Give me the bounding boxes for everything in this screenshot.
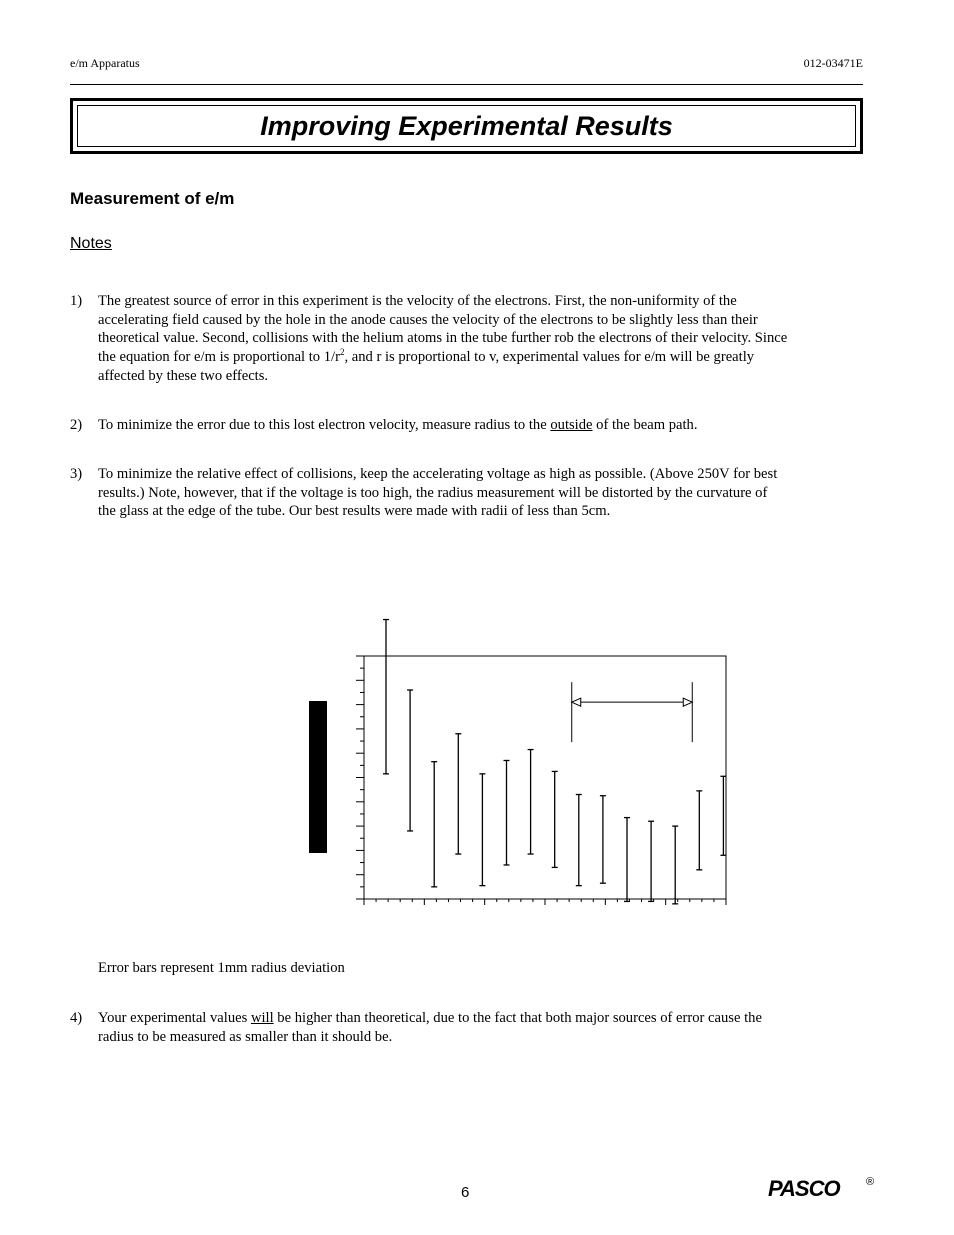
underlined-word: will (250, 1010, 274, 1026)
section-title: Measurement of e/m (70, 189, 235, 208)
page-number: 6 (461, 1184, 470, 1201)
item-text-b: of the beam path. (592, 417, 698, 433)
item-text-a: To minimize the error due to this lost electron velocity, measure radius to the (98, 417, 551, 433)
pasco-logo: PASCO (768, 1176, 840, 1201)
superscript: 2 (339, 347, 345, 358)
item-number: 3) (70, 466, 83, 482)
item-text-b: , and r is proportional to v, experimental values for e/m will be greatly affected by these two effects. (98, 349, 755, 384)
notes-label: Notes (70, 235, 112, 252)
item-text-a: Your experimental values (98, 1010, 251, 1026)
item-number: 4) (70, 1010, 83, 1026)
title-inner-frame (77, 105, 856, 147)
item-text (98, 1009, 788, 1046)
item-number: 1) (70, 293, 83, 309)
y-axis-label-block (309, 701, 327, 853)
range-arrow-head-right (683, 698, 692, 706)
error-bar-chart (300, 615, 740, 915)
item-number: 2) (70, 417, 83, 433)
item-text (98, 416, 788, 435)
header-rule (70, 84, 863, 85)
item-text (98, 292, 788, 386)
header-left: e/m Apparatus (70, 56, 140, 70)
chart-caption: Error bars represent 1mm radius deviation (98, 960, 345, 976)
item-text: To minimize the relative effect of collisions, keep the accelerating voltage as high as possible. (Above 250V for best results.) Note, however, that if the voltage is too high, the radius measurement will be distorted by the curvature of the glass at the edge of the tube. Our best results were made with radii of less than 5cm. (98, 466, 778, 520)
range-arrow-head-left (572, 698, 581, 706)
header-right: 012-03471E (803, 56, 863, 70)
item-text-b: be higher than theoretical, due to the fact that both major sources of error cause the radius to be measured as smaller than it should be. (98, 1010, 762, 1045)
plot-frame (364, 656, 726, 899)
item-text-a: The greatest source of error in this experiment is the velocity of the electrons. First, the non-uniformity of the accelerating field caused by the hole in the anode causes the velocity of the electrons to be slightly less than their theoretical value. Second, collisions with the helium atoms in the tube further rob the electrons of their velocity. Since the equation for e/m is proportional to 1/r (98, 293, 788, 366)
page-title: Improving Experimental Results (260, 110, 673, 141)
registered-mark: ® (866, 1176, 875, 1188)
underlined-word: outside (550, 417, 593, 433)
title-box (70, 98, 863, 154)
